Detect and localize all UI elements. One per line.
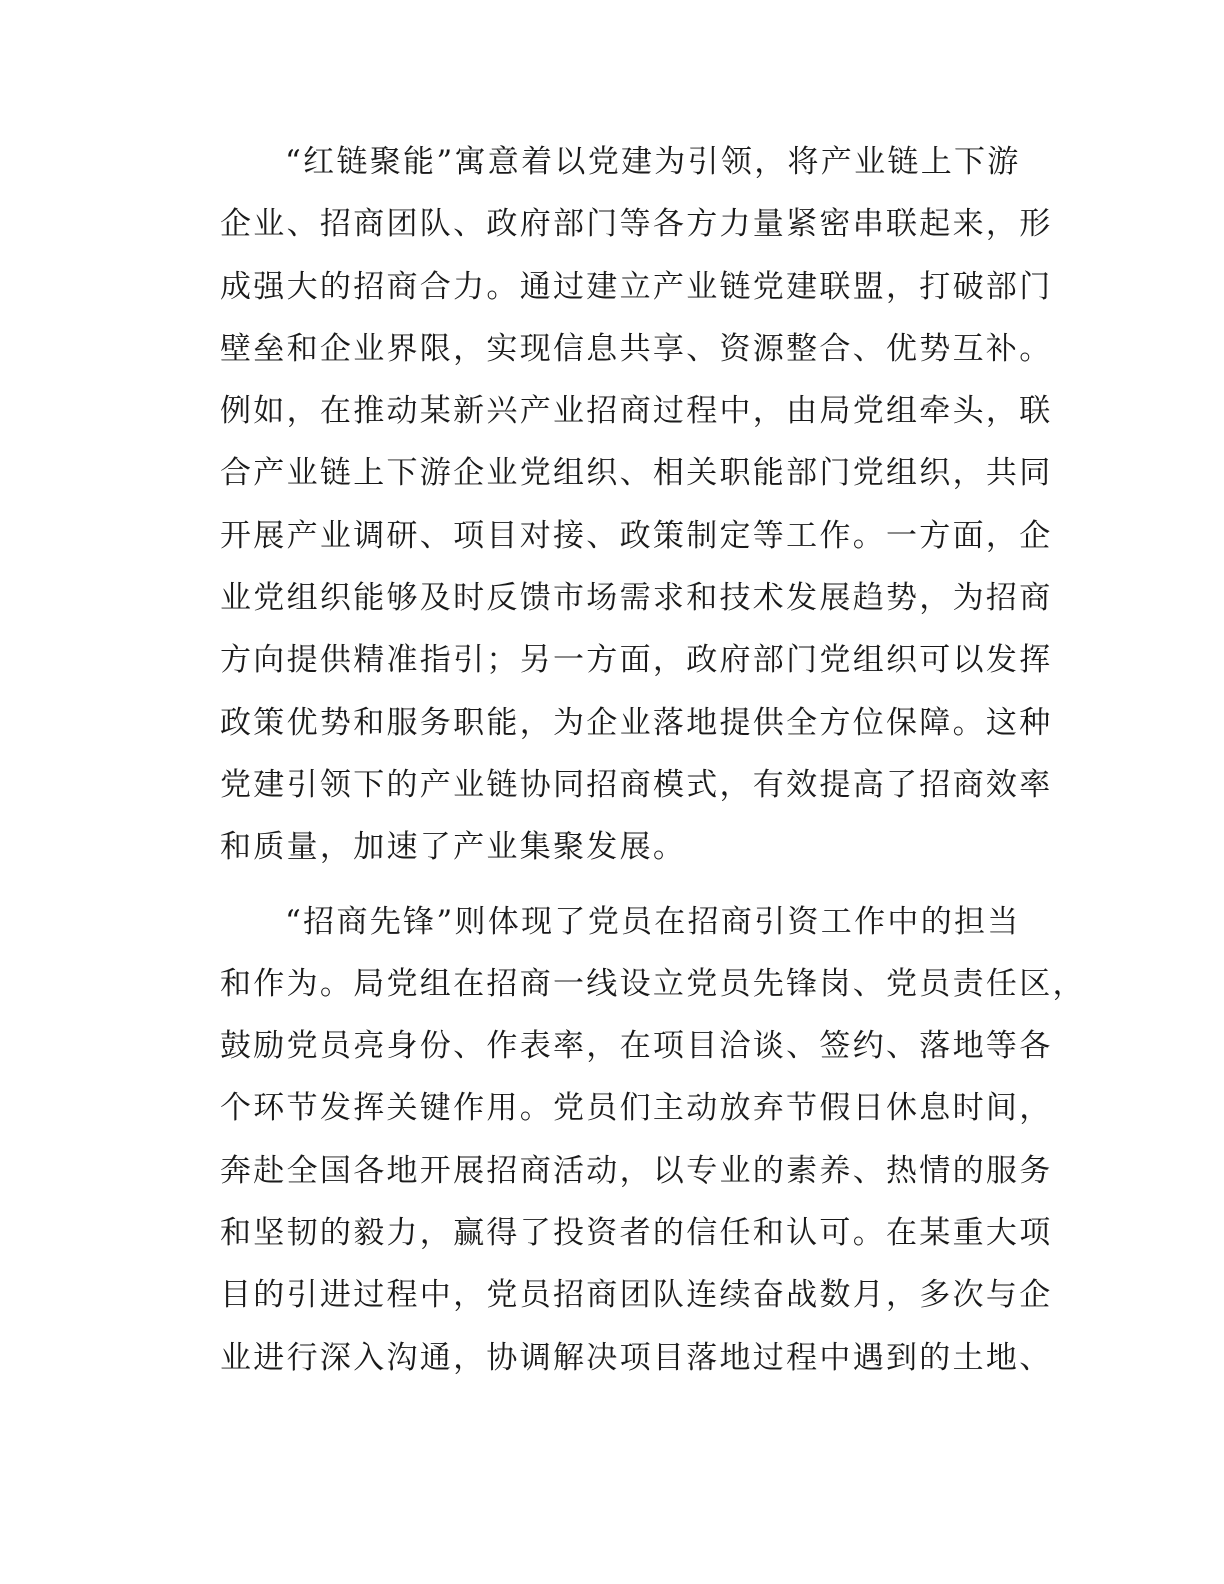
paragraph-line: 成强大的招商合力。通过建立产业链党建联盟，打破部门 [220,268,1053,305]
paragraph-line: 业进行深入沟通，协调解决项目落地过程中遇到的土地、 [220,1339,1053,1376]
paragraph-line: 和坚韧的毅力，赢得了投资者的信任和认可。在某重大项 [220,1215,1053,1252]
paragraph-line: 目的引进过程中，党员招商团队连续奋战数月，多次与企 [220,1277,1053,1314]
paragraph-line: 奔赴全国各地开展招商活动，以专业的素养、热情的服务 [220,1152,1053,1189]
paragraph-line: 开展产业调研、项目对接、政策制定等工作。一方面，企 [220,517,1053,554]
paragraph-line: 政策优势和服务职能，为企业落地提供全方位保障。这种 [220,704,1053,741]
paragraph-line: 鼓励党员亮身份、作表率，在项目洽谈、签约、落地等各 [220,1028,1053,1065]
paragraph-line: “招商先锋”则体现了党员在招商引资工作中的担当 [285,903,1021,940]
paragraph-line: 个环节发挥关键作用。党员们主动放弃节假日休息时间， [220,1090,1053,1127]
paragraph-line: 和作为。局党组在招商一线设立党员先锋岗、党员责任区， [220,965,1086,1002]
paragraph-investment-vanguard [220,896,1086,1394]
paragraph-line: 业党组织能够及时反馈市场需求和技术发展趋势，为招商 [220,580,1053,617]
paragraph-red-chain [220,136,1053,884]
paragraph-line: “红链聚能”寓意着以党建为引领，将产业链上下游 [285,144,1021,180]
document-body [220,136,1086,1394]
paragraph-line: 例如，在推动某新兴产业招商过程中，由局党组牵头，联 [220,393,1053,430]
paragraph-line: 党建引领下的产业链协同招商模式，有效提高了招商效率 [220,766,1053,803]
paragraph-line: 方向提供精准指引；另一方面，政府部门党组织可以发挥 [220,642,1053,679]
paragraph-line: 合产业链上下游企业党组织、相关职能部门党组织，共同 [220,455,1053,492]
paragraph-spacer [220,884,1020,896]
paragraph-line: 企业、招商团队、政府部门等各方力量紧密串联起来，形 [220,206,1053,243]
paragraph-line: 和质量，加速了产业集聚发展。 [220,829,687,866]
paragraph-line: 壁垒和企业界限，实现信息共享、资源整合、优势互补。 [220,330,1053,367]
